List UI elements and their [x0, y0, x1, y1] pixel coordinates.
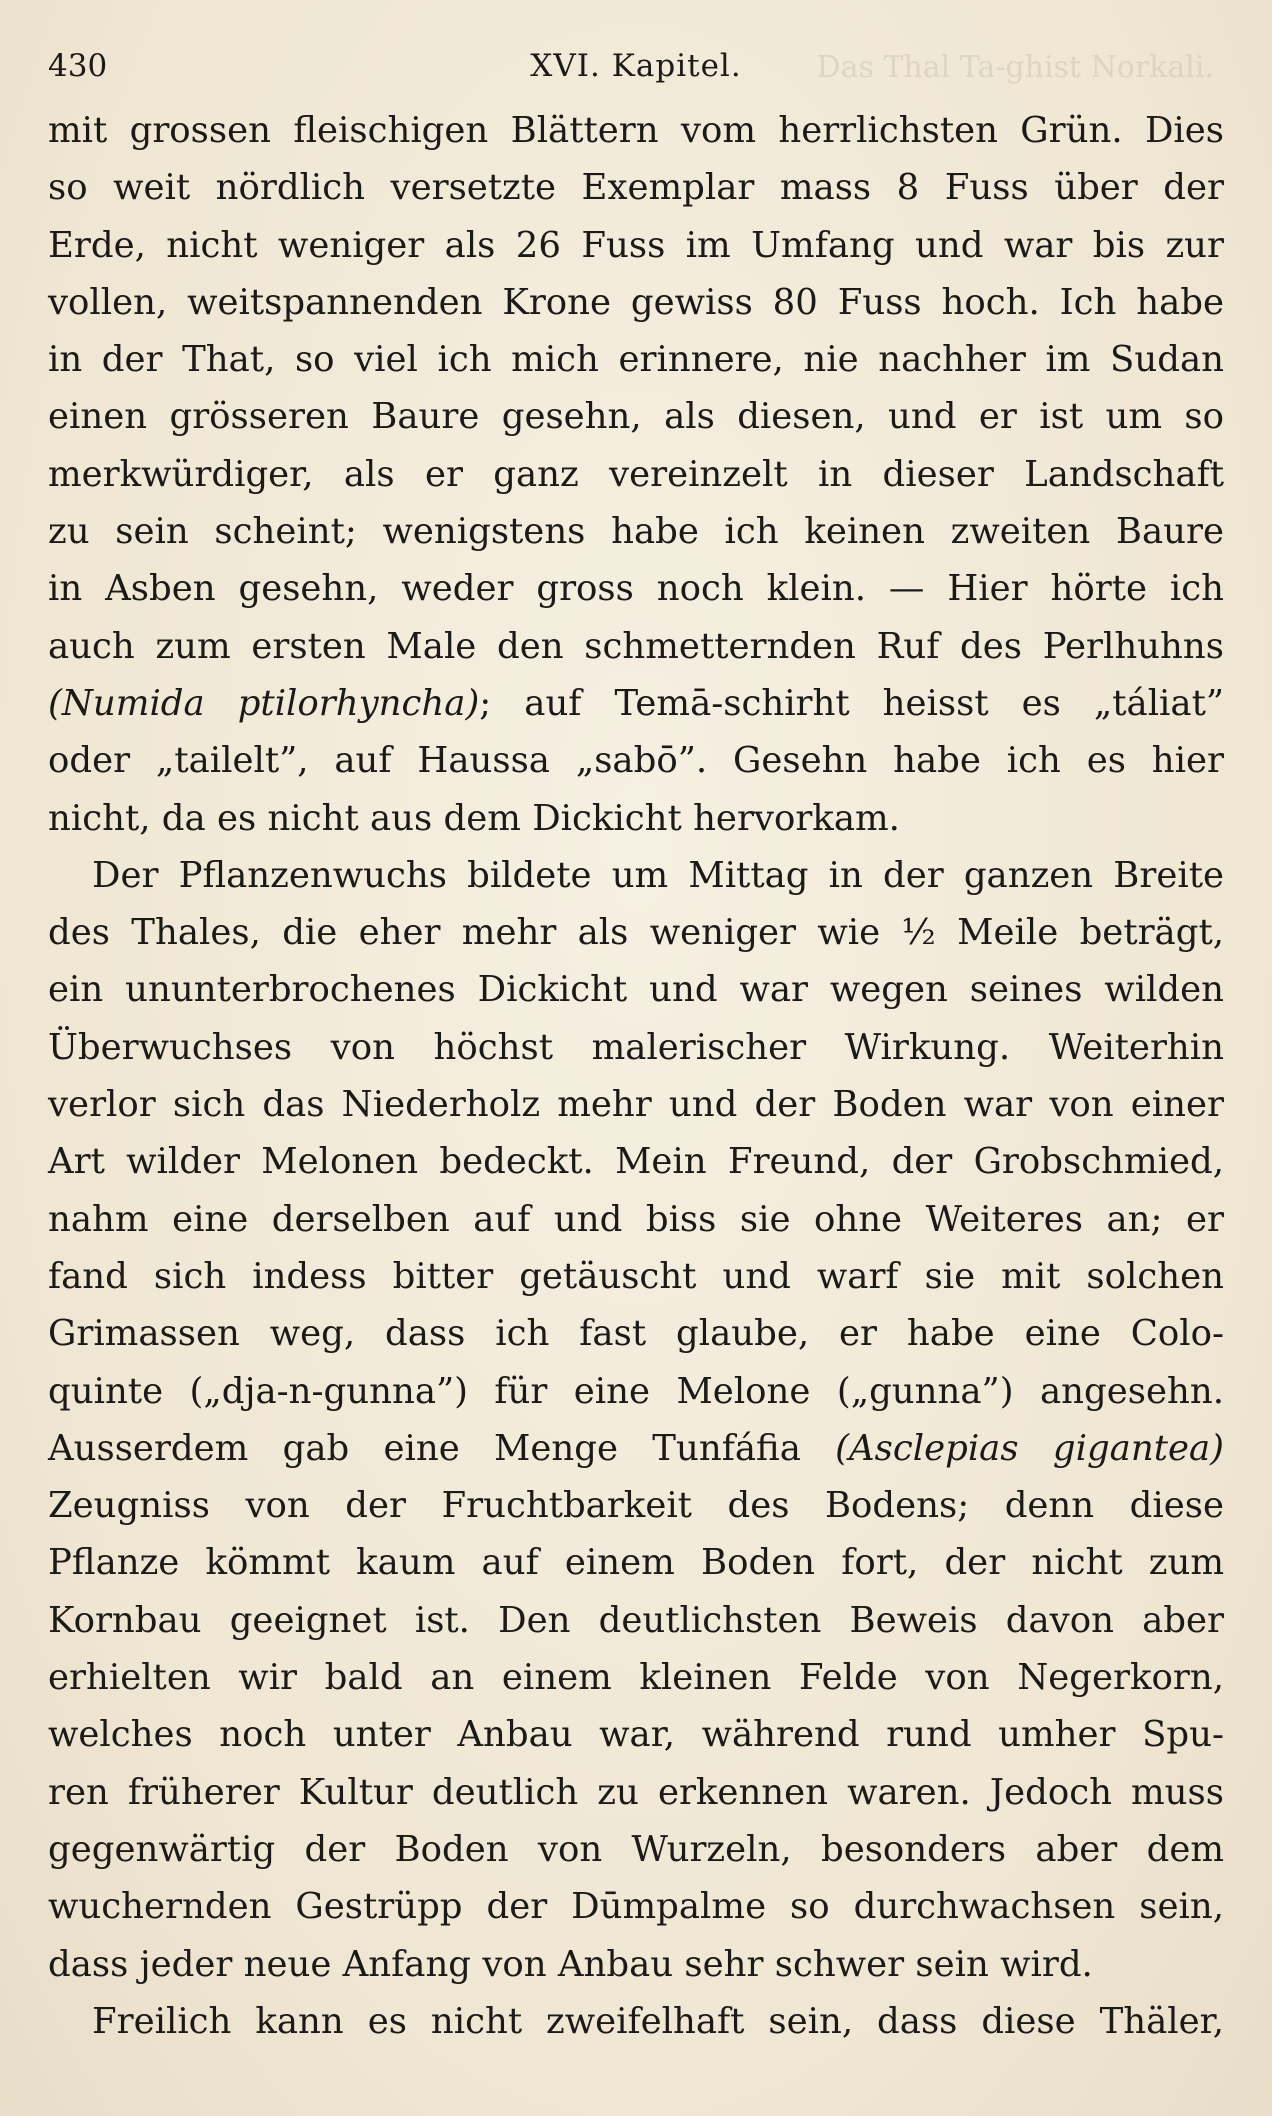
running-title: XVI. Kapitel.	[530, 48, 742, 84]
text-line: quinte („dja-n-gunna”) für eine Melone („gunna”) angesehn.	[48, 1370, 1224, 1412]
paragraph-start: Der Pflanzenwuchs bildete um Mittag in der ganzen Breite	[92, 854, 1224, 896]
text-line: Art wilder Melonen bedeckt. Mein Freund, der Grobschmied,	[48, 1141, 1224, 1183]
text-line: ein ununterbrochenes Dickicht und war wegen seines wilden	[48, 969, 1224, 1011]
text-line: welches noch unter Anbau war, während rund umher Spu-	[48, 1714, 1224, 1756]
text-line: Pflanze kömmt kaum auf einem Boden fort, der nicht zum	[48, 1542, 1224, 1584]
show-through-text: Das Thal Ta-ghist Norkali.	[816, 50, 1214, 85]
italic-species-name: (Numida ptilorhyncha)	[48, 682, 480, 724]
text-line: Grimassen weg, dass ich fast glaube, er habe eine Colo-	[48, 1313, 1224, 1355]
text-line: Überwuchses von höchst malerischer Wirkung. Weiterhin	[48, 1026, 1224, 1068]
text-line	[48, 1420, 1224, 1477]
text-line: Kornbau geeignet ist. Den deutlichsten Beweis davon aber	[48, 1599, 1224, 1641]
text-line: des Thales, die eher mehr als weniger wie ½ Meile beträgt,	[48, 912, 1224, 954]
text-line: vollen, weitspannenden Krone gewiss 80 Fuss hoch. Ich habe	[48, 281, 1224, 323]
text-line: erhielten wir bald an einem kleinen Felde von Negerkorn,	[48, 1657, 1224, 1699]
text-line: dass jeder neue Anfang von Anbau sehr schwer sein wird.	[48, 1943, 1093, 1985]
italic-species-name: (Asclepias gigantea)	[835, 1427, 1224, 1469]
text-line: oder „tailelt”, auf Haussa „sabō”. Gesehn habe ich es hier	[48, 740, 1224, 782]
page-header	[48, 38, 1224, 94]
text-line: fand sich indess bitter getäuscht und warf sie mit solchen	[48, 1255, 1224, 1297]
line-start: Ausserdem gab eine Menge Tunfáfia	[48, 1427, 836, 1469]
text-line: einen grösseren Baure gesehn, als diesen, und er ist um so	[48, 396, 1224, 438]
text-line: wuchernden Gestrüpp der Dūmpalme so durchwachsen sein,	[48, 1886, 1224, 1928]
text-line: nahm eine derselben auf und biss sie ohne Weiteres an; er	[48, 1198, 1224, 1240]
paragraph-start: Freilich kann es nicht zweifelhaft sein, dass diese Thäler,	[92, 2000, 1224, 2042]
text-line: ren früherer Kultur deutlich zu erkennen waren. Jedoch muss	[48, 1771, 1224, 1813]
text-line: Erde, nicht weniger als 26 Fuss im Umfang und war bis zur	[48, 224, 1224, 266]
text-line: merkwürdiger, als er ganz vereinzelt in dieser Landschaft	[48, 453, 1224, 495]
text-line: nicht, da es nicht aus dem Dickicht hervorkam.	[48, 797, 900, 839]
line-rest: ; auf Temā-schirht heisst es „táliat”	[479, 682, 1224, 724]
book-page	[48, 38, 1224, 2050]
text-line: in der That, so viel ich mich erinnere, nie nachher im Sudan	[48, 339, 1224, 381]
text-line: zu sein scheint; wenigstens habe ich keinen zweiten Baure	[48, 511, 1224, 553]
body-text	[48, 102, 1224, 2050]
page-number: 430	[48, 48, 108, 84]
text-line: verlor sich das Niederholz mehr und der Boden war von einer	[48, 1084, 1224, 1126]
text-line: Zeugniss von der Fruchtbarkeit des Bodens; denn diese	[48, 1485, 1224, 1527]
text-line: auch zum ersten Male den schmetternden Ruf des Perlhuhns	[48, 625, 1224, 667]
text-line	[48, 675, 1224, 732]
text-line: gegenwärtig der Boden von Wurzeln, besonders aber dem	[48, 1828, 1224, 1870]
text-line: so weit nördlich versetzte Exemplar mass 8 Fuss über der	[48, 167, 1224, 209]
text-line: in Asben gesehn, weder gross noch klein. — Hier hörte ich	[48, 568, 1224, 610]
text-line: mit grossen fleischigen Blättern vom herrlichsten Grün. Dies	[48, 110, 1224, 151]
